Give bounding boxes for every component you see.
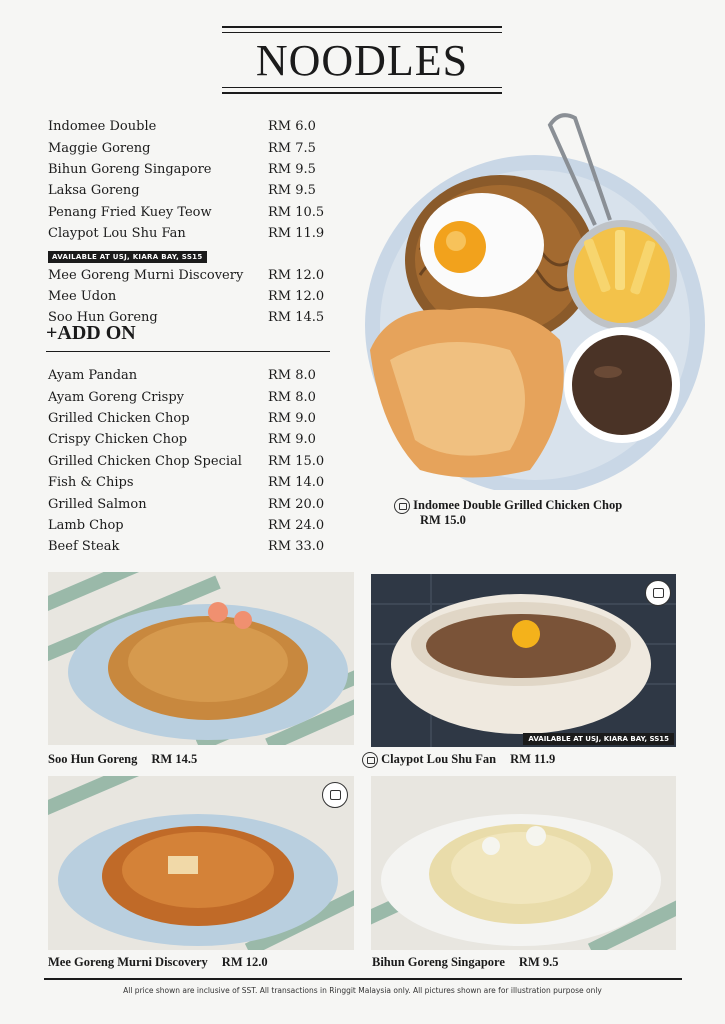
photo-name: Claypot Lou Shu Fan	[381, 752, 497, 766]
item-name: Mee Udon	[48, 288, 117, 304]
photo-name: Soo Hun Goreng	[48, 752, 138, 766]
item-name: Crispy Chicken Chop	[48, 432, 188, 448]
featured-dish-image	[360, 110, 710, 490]
featured-price: RM 15.0	[420, 513, 466, 527]
photo-price: RM 11.9	[510, 752, 556, 766]
item-price: RM 20.0	[268, 496, 325, 512]
menu-item	[48, 451, 338, 472]
item-name: Laksa Goreng	[48, 183, 140, 199]
mee-goreng-image	[48, 776, 354, 950]
item-price: RM 14.5	[268, 310, 325, 326]
menu-item	[48, 180, 338, 201]
menu-item	[48, 202, 338, 223]
recommended-icon	[322, 782, 348, 808]
item-name: Claypot Lou Shu Fan	[48, 226, 186, 242]
recommended-icon	[394, 498, 410, 514]
photo-soo-hun-goreng	[48, 572, 354, 745]
menu-item	[48, 365, 338, 386]
item-price: RM 14.0	[268, 475, 325, 491]
item-price: RM 12.0	[268, 288, 325, 304]
claypot-image	[371, 574, 676, 747]
menu-item	[48, 408, 338, 429]
addons-list	[48, 365, 338, 558]
menu-item	[48, 429, 338, 450]
photo-price: RM 14.5	[151, 752, 198, 766]
item-price: RM 9.0	[268, 432, 316, 448]
menu-item	[48, 159, 338, 180]
item-name: Lamb Chop	[48, 517, 124, 533]
menu-item	[48, 386, 338, 407]
item-price: RM 33.0	[268, 539, 325, 555]
caption-mee-goreng	[48, 955, 268, 970]
recommended-icon	[645, 580, 671, 606]
item-price: RM 9.0	[268, 410, 316, 426]
availability-badge: AVAILABLE AT USJ, KIARA BAY, SS15	[48, 251, 207, 263]
page-title-box	[222, 26, 502, 94]
menu-item	[48, 223, 338, 244]
item-name: Soo Hun Goreng	[48, 310, 158, 326]
availability-badge: AVAILABLE AT USJ, KIARA BAY, SS15	[523, 733, 674, 745]
photo-bihun-goreng	[371, 776, 676, 950]
item-name: Fish & Chips	[48, 475, 134, 491]
bihun-goreng-image	[371, 776, 676, 950]
featured-name: Indomee Double Grilled Chicken Chop	[413, 498, 623, 512]
item-price: RM 24.0	[268, 517, 325, 533]
item-name: Grilled Chicken Chop Special	[48, 453, 242, 469]
item-price: RM 9.5	[268, 183, 316, 199]
item-name: Beef Steak	[48, 539, 120, 555]
item-price: RM 6.0	[268, 119, 316, 135]
soo-hun-goreng-image	[48, 572, 354, 745]
item-price: RM 8.0	[268, 368, 316, 384]
recommended-icon	[362, 752, 378, 768]
item-name: Grilled Chicken Chop	[48, 410, 190, 426]
noodles-list	[48, 116, 338, 329]
menu-item	[48, 116, 338, 137]
caption-claypot	[362, 752, 555, 768]
menu-item	[48, 286, 338, 307]
page-title: NOODLES	[255, 35, 469, 85]
item-name: Bihun Goreng Singapore	[48, 161, 212, 177]
item-name: Indomee Double	[48, 119, 157, 135]
photo-mee-goreng	[48, 776, 354, 950]
item-name: Maggie Goreng	[48, 140, 151, 156]
item-price: RM 10.5	[268, 204, 325, 220]
item-name: Penang Fried Kuey Teow	[48, 204, 212, 220]
item-price: RM 12.0	[268, 267, 325, 283]
item-price: RM 8.0	[268, 389, 316, 405]
photo-name: Mee Goreng Murni Discovery	[48, 955, 208, 969]
photo-name: Bihun Goreng Singapore	[372, 955, 505, 969]
photo-price: RM 12.0	[221, 955, 268, 969]
addon-title: +ADD ON	[46, 322, 136, 344]
photo-claypot-lou-shu-fan	[371, 574, 676, 747]
item-price: RM 15.0	[268, 453, 325, 469]
item-name: Mee Goreng Murni Discovery	[48, 267, 244, 283]
item-name: Ayam Goreng Crispy	[48, 389, 185, 405]
menu-item	[48, 472, 338, 493]
menu-item	[48, 137, 338, 158]
caption-bihun-goreng	[372, 955, 559, 970]
addon-divider	[46, 351, 330, 352]
menu-item	[48, 515, 338, 536]
item-price: RM 11.9	[268, 226, 325, 242]
menu-item	[48, 264, 338, 285]
footer-divider	[44, 978, 682, 980]
item-price: RM 9.5	[268, 161, 316, 177]
footer-note: All price shown are inclusive of SST. All transactions in Ringgit Malaysia only. All pictures shown are for illustration purpose only	[123, 986, 602, 995]
photo-price: RM 9.5	[518, 955, 559, 969]
item-name: Grilled Salmon	[48, 496, 147, 512]
item-name: Ayam Pandan	[48, 368, 138, 384]
item-price: RM 7.5	[268, 140, 316, 156]
menu-item	[48, 493, 338, 514]
featured-caption	[394, 498, 622, 514]
caption-soo-hun-goreng	[48, 752, 197, 767]
menu-item	[48, 536, 338, 557]
